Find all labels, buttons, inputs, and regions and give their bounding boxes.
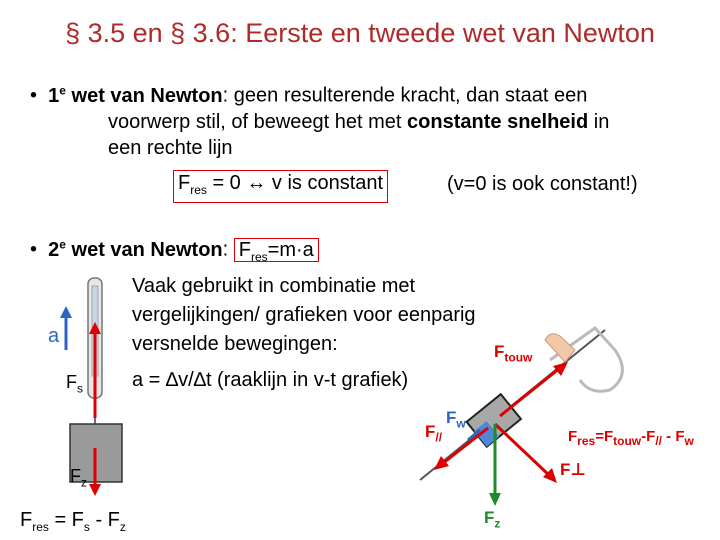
first-law-note: (v=0 is ook constant!) (447, 173, 638, 195)
second-law-suffix: wet van Newton (65, 238, 223, 261)
first-law-num: 1 (48, 84, 60, 107)
fw-sub: w (456, 416, 466, 431)
first-law-formula (173, 170, 388, 203)
fres-eq-sub: res (577, 434, 596, 448)
formula-rest: =m·a (267, 238, 314, 261)
ftouw-F: F (494, 342, 505, 361)
label-ftouw (494, 342, 532, 364)
left-formula (20, 508, 126, 539)
second-law-line (30, 232, 319, 269)
label-fs (66, 372, 83, 396)
fres-eq-rest: =F (595, 428, 614, 445)
fres-eq-sub4: w (684, 434, 694, 448)
fres-eq-rest3: - F (661, 428, 685, 445)
bullet: • (30, 238, 38, 261)
fz-incline-sub: z (494, 516, 501, 531)
label-fs-sub: s (77, 381, 83, 396)
fz-incline-arrow-head (489, 493, 501, 506)
spring-diagram (40, 268, 140, 498)
lf-sub2: s (83, 520, 90, 534)
first-law-sup: e (59, 83, 66, 97)
second-law-sup: e (59, 237, 66, 251)
label-fpar (425, 422, 442, 444)
a-arrow-head (60, 306, 72, 318)
first-law-name (48, 85, 223, 107)
lf-mid2: - F (89, 509, 120, 531)
fres-eq-rest2: -F (641, 428, 656, 445)
label-fz-sub: z (81, 475, 87, 490)
formula-F: F (238, 238, 251, 261)
lf-mid: = F (48, 509, 84, 531)
label-fz-incline (484, 508, 500, 530)
lf-sub1: res (32, 520, 49, 534)
fres-eq-F: F (568, 428, 578, 445)
label-fres-eq (568, 428, 694, 448)
second-law-num: 2 (48, 238, 60, 261)
ftouw-arrow-head (553, 362, 568, 376)
label-fz-F: F (70, 466, 81, 486)
first-law-line2-post: in (588, 111, 610, 133)
first-law-line3: een rechte lijn (108, 137, 233, 159)
ftouw-arrow (500, 368, 560, 416)
fw-F: F (446, 408, 457, 427)
fres-eq-sub3: // (655, 434, 662, 448)
label-fz (70, 466, 87, 490)
fpar-sub: // (435, 430, 443, 445)
label-fs-F: F (66, 372, 77, 392)
first-law-line1 (30, 78, 587, 108)
lf-F: F (20, 509, 33, 531)
formula-sub: res (190, 183, 207, 197)
bullet: • (30, 84, 38, 107)
second-law-desc4: a = ∆v/∆t (raaklijn in v-t grafiek) (132, 369, 409, 391)
formula-F: F (178, 172, 191, 194)
fpar-arrow (442, 428, 488, 464)
first-law-suffix: wet van Newton (65, 84, 223, 107)
first-law-line2-bold: constante snelheid (407, 111, 589, 133)
second-law-desc1: Vaak gebruikt in combinatie met (132, 275, 416, 297)
second-law-name (48, 239, 223, 261)
first-law-line2-pre: voorwerp stil, of beweegt het met (108, 111, 408, 133)
fpar-F: F (425, 422, 436, 441)
first-law-rest: : geen resulterende kracht, dan staat een (222, 84, 588, 107)
formula-rest: = 0 ↔ v is constant (206, 172, 384, 194)
label-a: a (48, 325, 60, 347)
label-fw (446, 408, 466, 430)
fperp-arrow (495, 424, 550, 476)
label-fperp: F⊥ (560, 460, 586, 479)
fz-incline-F: F (484, 508, 495, 527)
second-law-colon: : (222, 238, 234, 261)
fres-eq-sub2: touw (613, 434, 642, 448)
fz-arrow-head (89, 484, 101, 496)
second-law-formula (234, 238, 319, 262)
lf-sub3: z (119, 520, 126, 534)
second-law-desc2: vergelijkingen/ grafieken voor eenparig (132, 304, 476, 326)
second-law-desc3: versnelde bewegingen: (132, 333, 338, 355)
ftouw-sub: touw (504, 350, 533, 365)
first-law-line2 (108, 110, 609, 134)
page-title: § 3.5 en § 3.6: Eerste en tweede wet van Newton (65, 18, 655, 48)
formula-sub: res (251, 249, 268, 264)
